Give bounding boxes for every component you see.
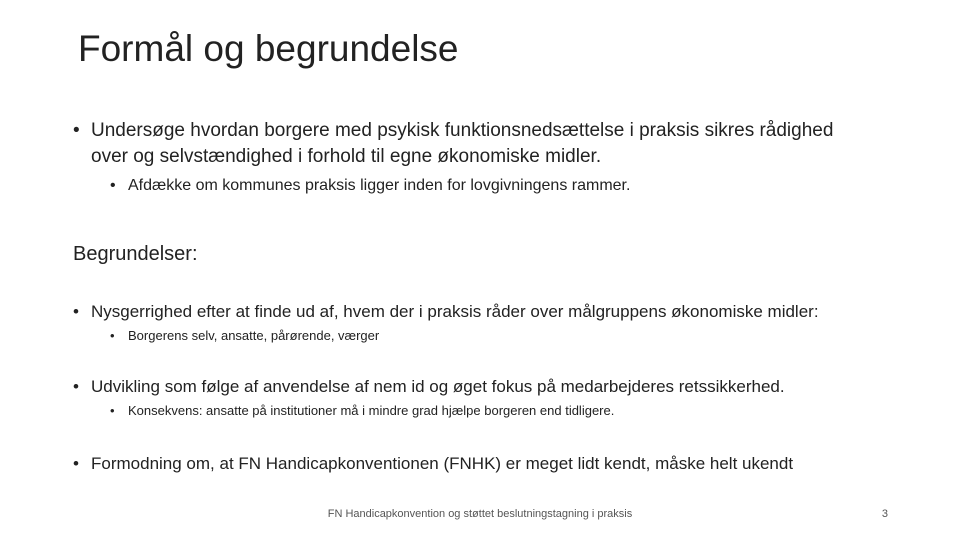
bullet-glyph: • [73,377,79,396]
slide-footer: FN Handicapkonvention og støttet beslutningstagning i praksis [327,508,633,520]
intro-text: Undersøge hvordan borgere med psykisk funktionsnedsættelse i praksis sikres rådighed over og selvstændighed i forhold til egne økonomiske midler. [91,120,834,167]
reason-bullet [73,300,903,324]
intro-sub-bullet [110,175,870,197]
section-heading: Begrundelser: [73,243,198,265]
reason-sub-bullet [110,327,870,345]
bullet-glyph: • [73,454,79,473]
intro-sub-text: Afdække om kommunes praksis ligger inden for lovgivningens rammer. [128,177,631,194]
page-number: 3 [881,508,888,520]
reason-text: Nysgerrighed efter at finde ud af, hvem der i praksis råder over målgruppens økonomiske midler: [91,302,819,321]
reason-sub-text: Borgerens selv, ansatte, pårørende, værger [128,328,380,343]
reason-bullet [73,452,903,476]
intro-bullet [73,118,873,170]
reason-sub-text: Konsekvens: ansatte på institutioner må i mindre grad hjælpe borgeren end tidligere. [128,403,615,418]
bullet-glyph: • [110,328,115,343]
reason-text: Udvikling som følge af anvendelse af nem id og øget fokus på medarbejderes retssikkerhed. [91,377,785,396]
bullet-glyph: • [73,120,80,141]
reason-bullet [73,375,903,399]
reason-text: Formodning om, at FN Handicapkonventionen (FNHK) er meget lidt kendt, måske helt ukendt [91,454,794,473]
bullet-glyph: • [110,177,116,194]
reason-sub-bullet [110,402,870,420]
slide-title: Formål og begrundelse [78,28,459,69]
bullet-glyph: • [73,302,79,321]
bullet-glyph: • [110,403,115,418]
